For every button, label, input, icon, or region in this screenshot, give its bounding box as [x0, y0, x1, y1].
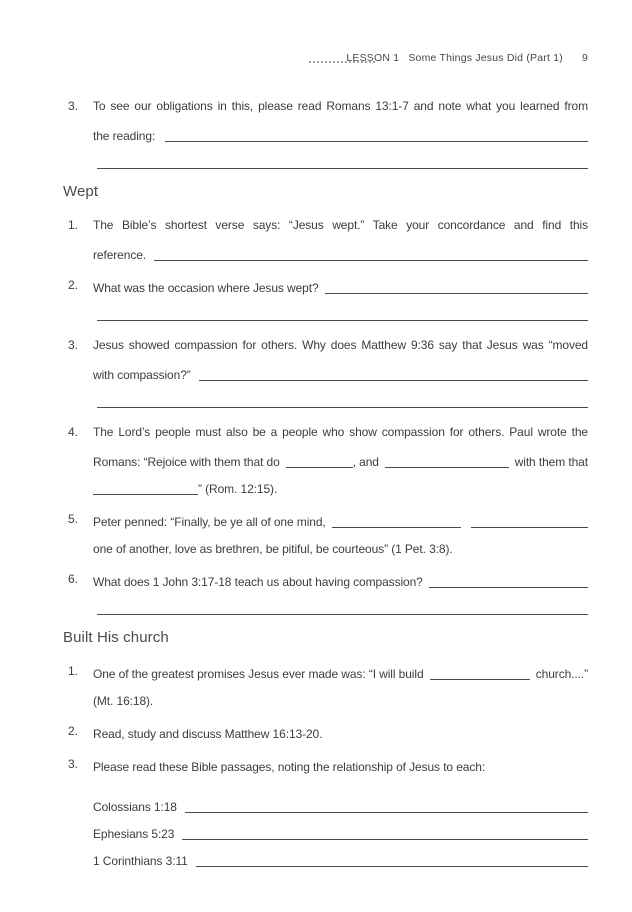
question-text: Read, study and discuss Matthew 16:13-20.	[93, 727, 323, 741]
question-text: one of another, love as brethren, be pitiful, be courteous” (1 Pet. 3:8).	[93, 542, 453, 556]
answer-blank	[286, 467, 353, 468]
answer-blank	[97, 320, 588, 321]
passage-reference: Colossians 1:18	[93, 800, 177, 814]
question-text: (Mt. 16:18).	[93, 694, 154, 708]
question-item	[63, 751, 588, 872]
item-number: 5.	[68, 512, 78, 526]
question-item	[63, 212, 588, 266]
question-text: What was the occasion where Jesus wept?	[93, 281, 319, 295]
question-text: Jesus showed compassion for others. Why does Matthew 9:36 say that Jesus was “moved	[93, 338, 588, 352]
passage-reference: Ephesians 5:23	[93, 827, 175, 841]
item-number: 2.	[68, 278, 78, 292]
item-number: 1.	[68, 218, 78, 232]
question-item	[63, 658, 588, 712]
answer-blank	[385, 467, 509, 468]
question-text: Please read these Bible passages, noting the relationship of Jesus to each:	[93, 760, 486, 774]
question-text: reference.	[93, 248, 147, 262]
page-body	[63, 93, 588, 872]
answer-blank	[196, 866, 588, 867]
answer-blank	[182, 839, 588, 840]
question-text: ” (Rom. 12:15).	[198, 482, 278, 496]
answer-blank	[93, 494, 198, 495]
item-number: 4.	[68, 425, 78, 439]
question-item	[63, 93, 588, 174]
item-number: 3.	[68, 757, 78, 771]
answer-blank	[97, 614, 588, 615]
answer-blank	[185, 812, 588, 813]
item-number: 1.	[68, 664, 78, 678]
question-item	[63, 566, 588, 620]
lesson-title: Some Things Jesus Did (Part 1)	[408, 52, 563, 64]
answer-blank	[165, 141, 588, 142]
answer-blank	[97, 407, 588, 408]
passage-reference: 1 Corinthians 3:11	[93, 854, 188, 868]
section-heading-built-his-church: Built His church	[63, 629, 169, 646]
page-number: 9	[581, 52, 588, 64]
question-text: church....”	[535, 667, 588, 681]
answer-blank	[332, 527, 461, 528]
answer-blank	[429, 587, 588, 588]
answer-blank	[154, 260, 588, 261]
question-text: To see our obligations in this, please read Romans 13:1-7 and note what you learned from	[93, 99, 588, 113]
passage-list	[93, 791, 588, 872]
question-text: , and	[352, 455, 379, 469]
question-text: The Lord’s people must also be a people who show compassion for others. Paul wrote the	[93, 425, 588, 439]
lesson-label: LESSON 1	[346, 52, 400, 64]
question-text: the reading:	[93, 129, 156, 143]
item-number: 3.	[68, 338, 78, 352]
answer-blank	[325, 293, 588, 294]
page-header	[63, 51, 588, 64]
answer-blank	[430, 679, 530, 680]
question-text: Peter penned: “Finally, be ye all of one mind,	[93, 515, 326, 529]
question-item	[63, 506, 588, 560]
question-item	[63, 332, 588, 413]
question-text: One of the greatest promises Jesus ever made was: “I will build	[93, 667, 424, 681]
item-number: 3.	[68, 99, 78, 113]
passage-row	[93, 845, 588, 872]
section-heading-wept: Wept	[63, 183, 99, 200]
question-item	[63, 419, 588, 500]
question-text: The Bible’s shortest verse says: “Jesus wept.” Take your concordance and find this	[93, 218, 588, 232]
question-text: Romans: “Rejoice with them that do	[93, 455, 280, 469]
question-item	[63, 272, 588, 326]
answer-blank	[97, 168, 588, 169]
passage-row	[93, 791, 588, 818]
question-text: with compassion?”	[93, 368, 191, 382]
passage-row	[93, 818, 588, 845]
question-item	[63, 718, 588, 745]
question-text: What does 1 John 3:17-18 teach us about having compassion?	[93, 575, 423, 589]
item-number: 6.	[68, 572, 78, 586]
answer-blank	[199, 380, 588, 381]
answer-blank	[471, 527, 588, 528]
question-text: with them that	[514, 455, 588, 469]
item-number: 2.	[68, 724, 78, 738]
